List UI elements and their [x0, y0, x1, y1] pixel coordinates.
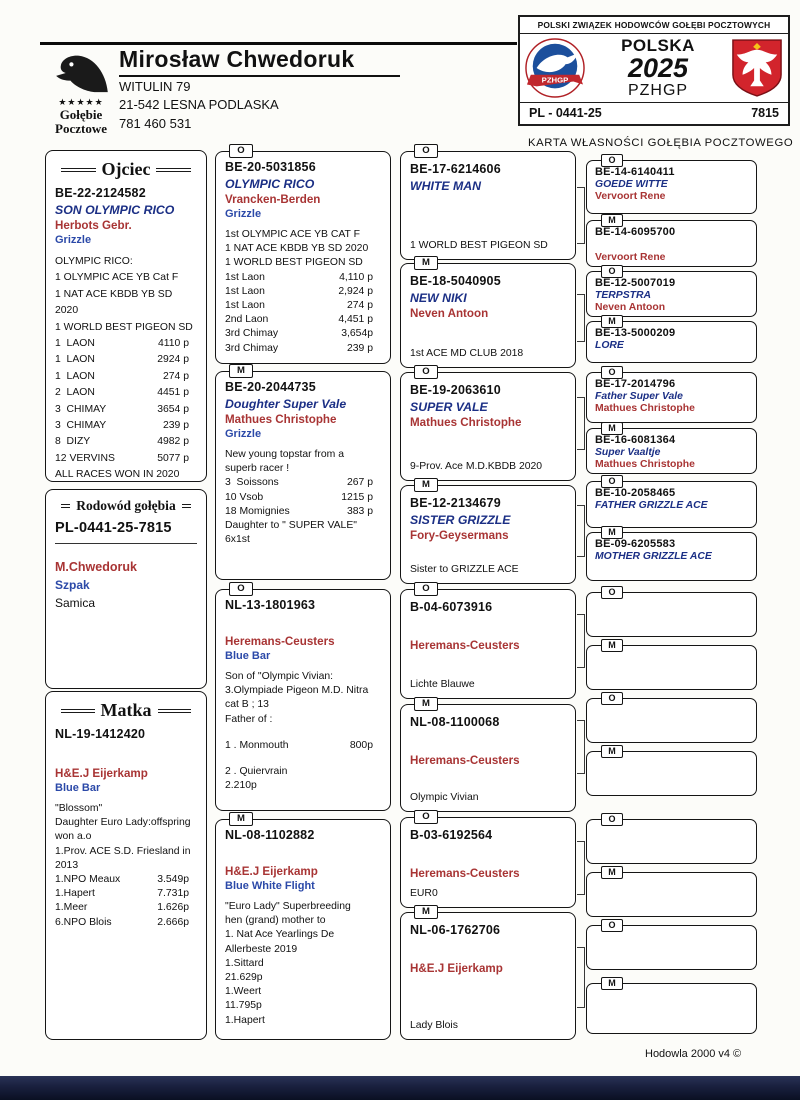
sex-tab: O: [414, 144, 438, 158]
pigeon-name: [225, 845, 381, 863]
pigeon-name: GOEDE WITTE: [595, 179, 668, 190]
sex-tab: M: [414, 256, 438, 270]
pedigree-box-gg-4: [400, 479, 576, 584]
org-label: PZHGP: [627, 82, 689, 99]
pigeon-name: [410, 940, 566, 960]
color-label: Grizzle: [225, 428, 262, 440]
breeder-name: Heremans-Ceusters: [225, 635, 335, 648]
ring-number: BE-13-5000209: [595, 327, 676, 339]
country-label: POLSKA: [621, 36, 695, 55]
results-list: "Blossom" Daughter Euro Lady:offspring won a.o 1.Prov. ACE S.D. Friesland in 2013 1.NPO Meaux 3.549p 1.Hapert 7.731p 1.Meer 1.626p 6.NPO Blois 2.666p: [55, 803, 191, 928]
ring-series: PL - 0441-25: [529, 106, 602, 120]
pedigree-box-grandsire-maternal: [215, 583, 391, 811]
breeder-name: Heremans-Ceusters: [410, 754, 520, 767]
breeder-name: Mathues Christophe: [595, 459, 695, 470]
ring-number: NL-13-1801963: [225, 598, 316, 612]
pedigree-connector: [577, 505, 585, 557]
sex-tab: M: [414, 905, 438, 919]
sex-tab: O: [601, 154, 623, 167]
breeder-name: H&E.J Eijerkamp: [55, 767, 148, 780]
ring-number: BE-10-2058465: [595, 487, 676, 499]
pedigree-box-grandsire-paternal: [215, 145, 391, 364]
breeder-name: Mathues Christophe: [225, 413, 337, 426]
sex-tab: M: [601, 526, 623, 539]
pedigree-box-gg-1: [400, 145, 576, 260]
result-note: Sister to GRIZZLE ACE: [410, 564, 519, 575]
association-stamp: [518, 15, 790, 126]
sex-tab: O: [229, 582, 253, 596]
breeder-address-line2: 21-542 LESNA PODLASKA: [119, 97, 279, 113]
sex-tab: M: [601, 977, 623, 990]
pedigree-box-ggg-11: [586, 692, 757, 743]
pigeon-name: WHITE MAN: [410, 179, 482, 193]
section-label-mother: Matka: [55, 700, 197, 721]
ring-number: NL-08-1100068: [410, 715, 500, 729]
year-label: 2025: [627, 53, 689, 83]
results-list: "Euro Lady" Superbreeding hen (grand) mother to 1. Nat Ace Yearlings De Allerbeste 2019 1.Sittard 21.629p 1.Weert 11.795p 1.Hapert: [225, 901, 351, 1026]
result-note: Lichte Blauwe: [410, 679, 475, 690]
color-label: Blue White Flight: [225, 880, 315, 892]
sex-tab: M: [229, 812, 253, 826]
breeder-name: Fory-Geysermans: [410, 529, 509, 542]
breeder-name: Mathues Christophe: [595, 403, 695, 414]
sex-tab: O: [601, 919, 623, 932]
pedigree-connector: [577, 841, 585, 895]
pedigree-box-bird: [45, 489, 207, 689]
association-emblems-row: [520, 34, 788, 102]
result-note: 1st ACE MD CLUB 2018: [410, 348, 524, 359]
sex-tab: M: [601, 422, 623, 435]
breeder-phone: 781 460 531: [119, 115, 192, 131]
pedigree-box-father: [45, 150, 207, 482]
scan-edge-band: [0, 1076, 800, 1100]
ring-number: BE-22-2124582: [55, 186, 146, 200]
pigeon-name: [595, 239, 748, 251]
pedigree-box-ggg-13: [586, 813, 757, 864]
ring-number: BE-09-6205583: [595, 538, 676, 550]
pedigree-box-granddam-maternal: [215, 813, 391, 1040]
pigeon-name: SON OLYMPIC RICO: [55, 203, 175, 217]
bird-color-label: Szpak: [55, 578, 90, 592]
ring-number: BE-14-6095700: [595, 226, 676, 238]
breeder-name: Heremans-Ceusters: [410, 639, 520, 652]
breeder-name: Herbots Gebr.: [55, 219, 132, 232]
pedigree-box-gg-2: [400, 257, 576, 368]
breeder-name: Neven Antoon: [595, 302, 666, 313]
ring-number: NL-08-1102882: [225, 828, 315, 842]
ring-number: BE-17-2014796: [595, 378, 676, 390]
breeder-name: H&E.J Eijerkamp: [410, 962, 503, 975]
ring-number: BE-16-6081364: [595, 434, 676, 446]
pedigree-box-ggg-15: [586, 919, 757, 970]
sex-tab: O: [414, 365, 438, 379]
pigeon-head-icon: [52, 50, 110, 94]
ring-number: B-04-6073916: [410, 600, 493, 614]
pedigree-box-gg-3: [400, 366, 576, 481]
pedigree-connector: [577, 614, 585, 668]
breeder-address-line1: WITULIN 79: [119, 79, 191, 94]
logo-word-2: Pocztowe: [55, 121, 107, 137]
pedigree-box-ggg-9: [586, 586, 757, 637]
sex-tab: O: [601, 265, 623, 278]
pzhgp-ribbon-text: PZHGP: [541, 75, 569, 85]
pedigree-box-ggg-10: [586, 639, 757, 690]
sex-tab: O: [601, 692, 623, 705]
pigeon-name: [225, 615, 381, 633]
sex-tab: M: [229, 364, 253, 378]
breeder-loft-logo: [42, 50, 120, 136]
pigeon-name: NEW NIKI: [410, 291, 467, 305]
pedigree-box-ggg-14: [586, 866, 757, 917]
pedigree-box-ggg-5: [586, 366, 757, 423]
pzhgp-logo-icon: [525, 38, 585, 98]
polish-eagle-emblem-icon: [731, 38, 783, 98]
breeder-info: [119, 46, 400, 132]
ring-number-stamp: 7815: [751, 106, 779, 120]
ring-number: BE-20-5031856: [225, 160, 316, 174]
sex-tab: O: [601, 586, 623, 599]
sex-tab: M: [414, 697, 438, 711]
sex-tab: O: [601, 813, 623, 826]
pigeon-name: [410, 732, 566, 752]
pigeon-name: Father Super Vale: [595, 391, 683, 402]
pedigree-box-ggg-4: [586, 315, 757, 363]
color-label: Grizzle: [225, 208, 262, 220]
pedigree-box-ggg-7: [586, 475, 757, 528]
association-center-text: [585, 37, 731, 99]
pedigree-box-gg-7: [400, 811, 576, 908]
sex-tab: O: [601, 366, 623, 379]
results-list: 1st OLYMPIC ACE YB CAT F 1 NAT ACE KBDB YB SD 2020 1 WORLD BEST PIGEON SD 1st Laon 4,110 p 1st Laon 2,924 p 1st Laon 274 p 2nd Laon 4,451 p 3rd Chimay 3,654p 3rd Chimay 239 p: [225, 229, 373, 354]
sex-tab: O: [601, 475, 623, 488]
pigeon-name: OLYMPIC RICO: [225, 177, 315, 191]
ring-number: BE-12-5007019: [595, 277, 676, 289]
pedigree-box-gg-8: [400, 906, 576, 1040]
result-note: 1 WORLD BEST PIGEON SD: [410, 240, 548, 251]
result-note: EUR0: [410, 888, 438, 899]
sex-tab: O: [229, 144, 253, 158]
breeder-name: Heremans-Ceusters: [410, 867, 520, 880]
sex-tab: O: [414, 582, 438, 596]
pedigree-box-ggg-2: [586, 214, 757, 267]
pigeon-name: Super Vaaltje: [595, 447, 661, 458]
association-title: POLSKI ZWIĄZEK HODOWCÓW GOŁĘBI POCZTOWYCH: [520, 17, 788, 34]
pigeon-name: Doughter Super Vale: [225, 397, 347, 411]
pigeon-name: SISTER GRIZZLE: [410, 513, 511, 527]
card-title: KARTA WŁASNOŚCI GOŁĘBIA POCZTOWEGO: [528, 137, 794, 149]
ring-number: BE-19-2063610: [410, 383, 501, 397]
logo-word-1: Gołębie: [59, 107, 103, 122]
section-label-bird: Rodowód gołębia: [55, 498, 197, 514]
pigeon-name: [410, 617, 566, 637]
ring-number: BE-14-6140411: [595, 166, 675, 178]
sex-tab: M: [601, 866, 623, 879]
results-list: New young topstar from a superb racer ! 3 Soissons 267 p 10 Vsob 1215 p 18 Momignies 383 p Daughter to " SUPER VALE" 6x1st: [225, 449, 373, 546]
color-label: Blue Bar: [225, 650, 271, 662]
pigeon-name: FATHER GRIZZLE ACE: [595, 500, 708, 511]
owner-name: M.Chwedoruk: [55, 560, 137, 574]
ring-number: NL-19-1412420: [55, 727, 146, 741]
pigeon-name: SUPER VALE: [410, 400, 488, 414]
breeder-name: Vervoort Rene: [595, 252, 666, 263]
ring-number: B-03-6192564: [410, 828, 493, 842]
sex-tab: M: [414, 478, 438, 492]
software-credit: Hodowla 2000 v4 ©: [645, 1048, 742, 1060]
pigeon-name: MOTHER GRIZZLE ACE: [595, 551, 712, 562]
ring-number: BE-20-2044735: [225, 380, 316, 394]
ring-number: BE-17-6214606: [410, 162, 501, 176]
sex-tab: M: [601, 214, 623, 227]
bird-box-divider: [55, 543, 197, 544]
pedigree-connector: [577, 187, 585, 244]
result-note: 9-Prov. Ace M.D.KBDB 2020: [410, 461, 543, 472]
results-list: OLYMPIC RICO: 1 OLYMPIC ACE YB Cat F 1 NAT ACE KBDB YB SD 2020 1 WORLD BEST PIGEON SD 1 LAON 4110 p 1 LAON 2924 p 1 LAON 274 p 2 LAON 4451 p 3 CHIMAY 3654 p 3 CHIMAY 239 p 8 DIZY 4982 p 12 VERVINS 5077 p ALL RACES WON IN 2020: [55, 256, 193, 481]
pedigree-box-mother: [45, 691, 207, 1040]
pedigree-connector: [577, 720, 585, 774]
pedigree-box-ggg-16: [586, 977, 757, 1034]
breeder-name: H&E.J Eijerkamp: [225, 865, 318, 878]
color-label: Blue Bar: [55, 782, 101, 794]
breeder-name-title: Mirosław Chwedoruk: [119, 46, 400, 77]
pigeon-name: [410, 845, 566, 865]
ring-number: BE-12-2134679: [410, 496, 501, 510]
pedigree-box-ggg-3: [586, 265, 757, 317]
ring-number: BE-18-5040905: [410, 274, 501, 288]
sex-tab: M: [601, 315, 623, 328]
bird-sex-label: Samica: [55, 596, 96, 610]
stars-rating: ★★★★★: [58, 97, 104, 107]
section-label-father: Ojciec: [55, 159, 197, 180]
breeder-name: Vervoort Rene: [595, 191, 666, 202]
pedigree-box-granddam-paternal: [215, 365, 391, 580]
pedigree-connector: [577, 947, 585, 1008]
ring-number: NL-06-1762706: [410, 923, 501, 937]
pedigree-connector: [577, 397, 585, 450]
color-label: Grizzle: [55, 234, 92, 246]
pigeon-name: LORE: [595, 340, 624, 351]
pedigree-box-ggg-6: [586, 422, 757, 474]
pedigree-connector: [577, 294, 585, 342]
ring-identifier-row: [520, 102, 788, 124]
results-list: Son of "Olympic Vivian: 3.Olympiade Pigeon M.D. Nitra cat B ; 13 Father of : 1 . Monmouth 800p 2 . Quiervrain 2.210p: [225, 671, 373, 792]
pedigree-box-gg-5: [400, 583, 576, 699]
header-divider: [40, 42, 517, 45]
sex-tab: M: [601, 639, 623, 652]
pedigree-box-gg-6: [400, 698, 576, 812]
sex-tab: O: [414, 810, 438, 824]
breeder-name: Neven Antoon: [410, 307, 489, 320]
result-note: Lady Blois: [410, 1020, 458, 1031]
breeder-name: Mathues Christophe: [410, 416, 522, 429]
pedigree-box-ggg-12: [586, 745, 757, 796]
bird-ring-number: PL-0441-25-7815: [55, 520, 172, 536]
breeder-name: Vrancken-Berden: [225, 193, 321, 206]
pedigree-box-ggg-8: [586, 526, 757, 581]
sex-tab: M: [601, 745, 623, 758]
pedigree-box-ggg-1: [586, 154, 757, 214]
pigeon-name: TERPSTRA: [595, 290, 651, 301]
result-note: Olympic Vivian: [410, 792, 479, 803]
